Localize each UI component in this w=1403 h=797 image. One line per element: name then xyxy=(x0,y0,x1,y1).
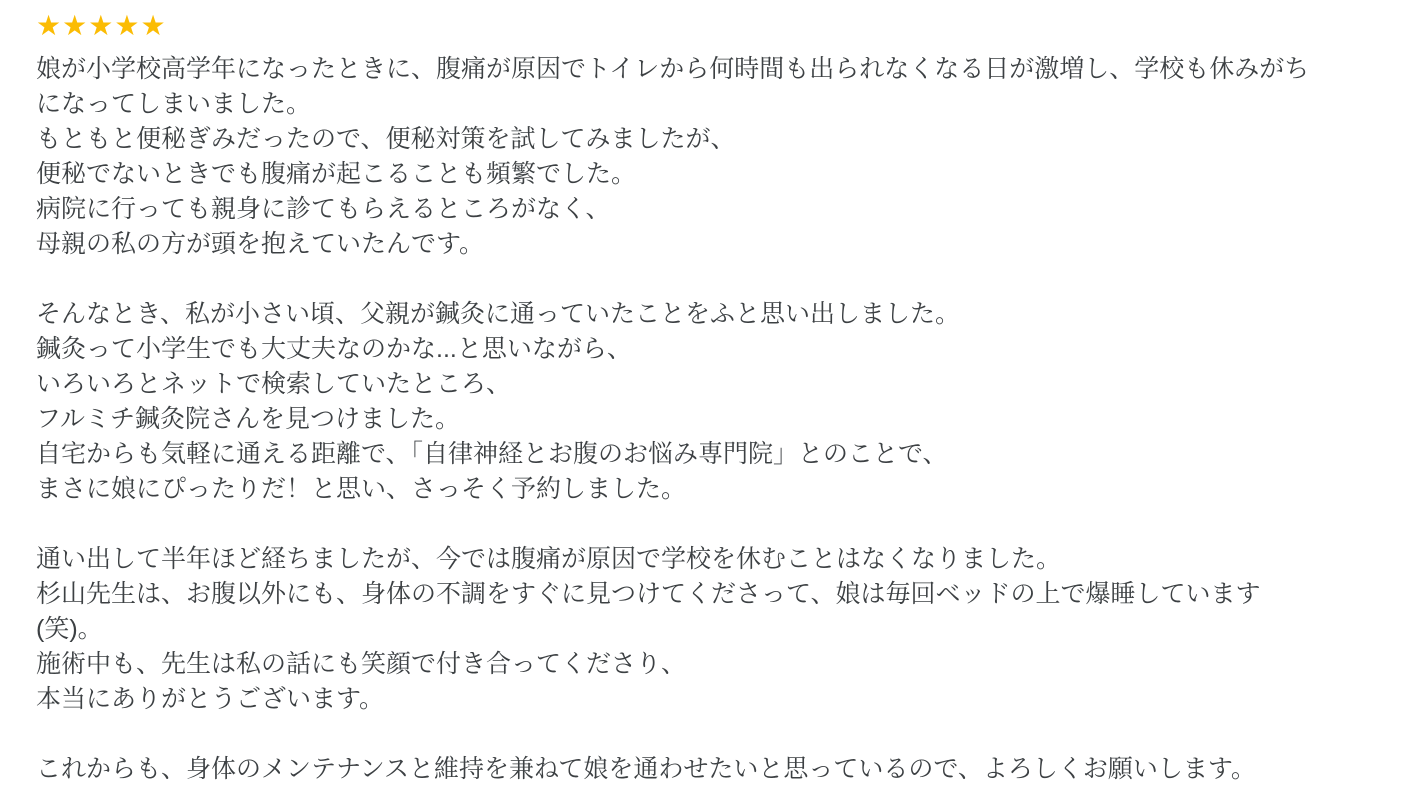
review-line: フルミチ鍼灸院さんを見つけました。 xyxy=(36,405,461,433)
star-icon: ★ xyxy=(62,10,89,41)
star-icon: ★ xyxy=(114,10,141,41)
review-line: 自宅からも気軽に通える距離で、「自律神経とお腹のお悩み専門院」とのことで、 xyxy=(36,440,948,468)
review-line: 本当にありがとうございます。 xyxy=(36,685,385,713)
review-text xyxy=(36,52,1367,787)
review-line: 通い出して半年ほど経ちましたが、今では腹痛が原因で学校を休むことはなくなりました。 xyxy=(36,545,1062,573)
review-paragraph xyxy=(36,542,1367,717)
review-paragraph xyxy=(36,52,1367,262)
review-line: もともと便秘ぎみだったので、便秘対策を試してみましたが、 xyxy=(36,125,736,153)
review-line: そんなとき、私が小さい頃、父親が鍼灸に通っていたことをふと思い出しました。 xyxy=(36,300,961,328)
review-line: 便秘でないときでも腹痛が起こることも頻繁でした。 xyxy=(36,160,637,188)
star-icon: ★ xyxy=(88,10,115,41)
review-line: いろいろとネットで検索していたところ、 xyxy=(36,370,512,398)
review-line: これからも、身体のメンテナンスと維持を兼ねて娘を通わせたいと思っているので、よろしくお願いします。 xyxy=(36,755,1256,783)
review-line: 杉山先生は、お腹以外にも、身体の不調をすぐに見つけてくださって、娘は毎回ベッドの上で爆睡しています xyxy=(36,580,1261,608)
review-paragraph xyxy=(36,297,1367,507)
star-icon: ★ xyxy=(140,10,167,41)
star-icon: ★ xyxy=(36,10,63,41)
review-line: 施術中も、先生は私の話にも笑顔で付き合ってくださり、 xyxy=(36,650,687,678)
review-line: になってしまいました。 xyxy=(36,90,312,118)
star-rating xyxy=(36,6,1367,46)
review-line: (笑)。 xyxy=(36,615,103,643)
review-line: 母親の私の方が頭を抱えていたんです。 xyxy=(36,230,485,258)
review-line: 鍼灸って小学生でも大丈夫なのかな...と思いながら、 xyxy=(36,335,632,363)
review-line: まさに娘にぴったりだ！と思い、さっそく予約しました。 xyxy=(36,475,687,503)
review-line: 娘が小学校高学年になったときに、腹痛が原因でトイレから何時間も出られなくなる日が激増し、学校も休みがち xyxy=(36,55,1310,83)
review-line: 病院に行っても親身に診てもらえるところがなく、 xyxy=(36,195,611,223)
review-paragraph xyxy=(36,752,1367,787)
